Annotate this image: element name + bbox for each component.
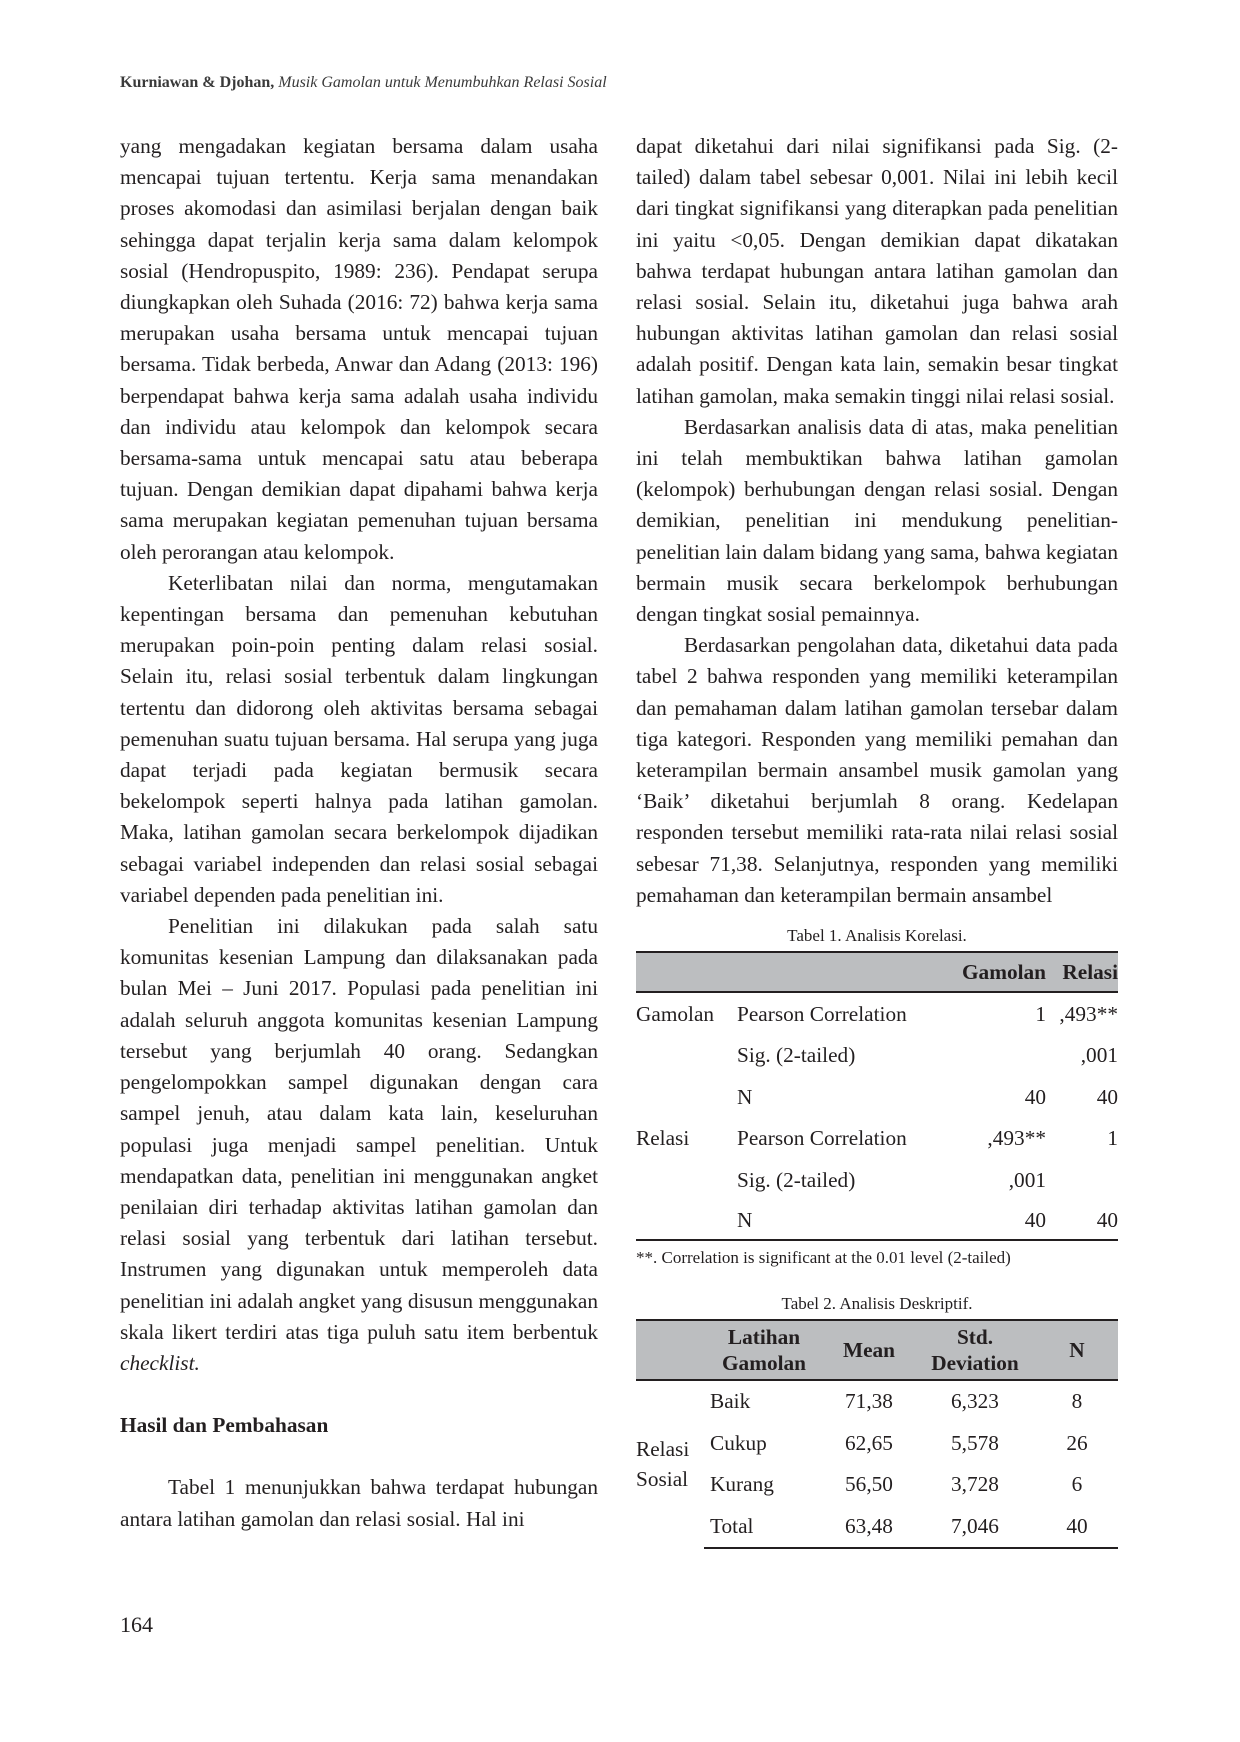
- table-cell: 26: [1066, 1430, 1088, 1455]
- header-line: Std.: [956, 1324, 994, 1349]
- table-cell: Sig. (2-tailed): [737, 1043, 856, 1068]
- table-cell: Total: [704, 1505, 824, 1548]
- table-cell: 40: [1024, 1084, 1046, 1109]
- running-head-title: Musik Gamolan untuk Menumbuhkan Relasi Sosial: [278, 74, 607, 91]
- table-cell: ,001: [1080, 1043, 1118, 1068]
- table-row: [636, 992, 1118, 1035]
- table-cell: [636, 1076, 737, 1118]
- table-header-cell: [636, 952, 737, 992]
- row-group-line: Relasi: [636, 1437, 690, 1462]
- table-cell: 40: [1046, 1201, 1118, 1240]
- table-cell: 5,578: [951, 1430, 999, 1455]
- table-row: [636, 1076, 1118, 1118]
- table-row: [636, 1118, 1118, 1160]
- table-cell: 1: [1035, 1001, 1046, 1026]
- left-column: [120, 131, 598, 1535]
- table-cell: 40: [944, 1201, 1046, 1240]
- running-head: [120, 74, 607, 92]
- table-row: [636, 1159, 1118, 1201]
- table-cell: 6,323: [951, 1389, 999, 1414]
- table-cell: [944, 1035, 1046, 1077]
- table2-caption: Tabel 2. Analisis Deskriptif.: [781, 1293, 973, 1313]
- table-cell: Pearson Correlation: [737, 1126, 907, 1151]
- table-cell: 3,728: [951, 1472, 999, 1497]
- table-cell: [636, 1159, 737, 1201]
- table-cell: 7,046: [914, 1505, 1036, 1548]
- table-header-cell: [704, 1320, 824, 1380]
- table-row: [636, 1201, 1118, 1240]
- table-cell: 6: [1071, 1472, 1083, 1497]
- row-group-label: [636, 1380, 704, 1548]
- table-cell: N: [737, 1201, 944, 1240]
- table-cell: [636, 1201, 737, 1240]
- header-line: Gamolan: [721, 1350, 806, 1375]
- paragraph: Berdasarkan analisis data di atas, maka penelitian ini telah membuktikan bahwa latihan gamolan (kelompok) berhubungan dengan relasi sosial. Dengan demikian, penelitian ini mendukung penelitian-penelitian lain dalam bidang yang sama, bahwa kegiatan bermain musik secara berkelompok berhubungan dengan tingkat sosial pemainnya.: [636, 414, 1118, 627]
- table-cell: Cukup: [710, 1430, 767, 1455]
- table-header-row: [636, 1320, 1118, 1380]
- table-cell: 8: [1071, 1389, 1083, 1414]
- running-head-authors: Kurniawan & Djohan,: [120, 74, 275, 91]
- table-cell: 56,50: [845, 1472, 893, 1497]
- table-cell: Sig. (2-tailed): [737, 1167, 856, 1192]
- table-row: [636, 1464, 1118, 1506]
- header-line: Deviation: [931, 1350, 1019, 1375]
- table-header-cell: N: [1036, 1320, 1118, 1380]
- table-header-cell: [914, 1320, 1036, 1380]
- table-header-cell: Gamolan: [944, 952, 1046, 992]
- table-cell: ,493**: [987, 1126, 1046, 1151]
- table-cell: ,493**: [1059, 1001, 1118, 1026]
- table-cell: 40: [1036, 1505, 1118, 1548]
- table1: [636, 951, 1118, 1269]
- table-header-cell: [737, 952, 944, 992]
- table-cell: Gamolan: [636, 1001, 715, 1026]
- table2: [636, 1319, 1118, 1549]
- table-cell: [1046, 1159, 1118, 1201]
- table1-footnote: **. Correlation is significant at the 0.01 level (2-tailed): [636, 1247, 1011, 1267]
- table-cell: 71,38: [845, 1389, 893, 1414]
- page-number: 164: [120, 1612, 153, 1637]
- table-cell: Relasi: [636, 1126, 690, 1151]
- right-column: [636, 131, 1118, 1549]
- table-cell: Kurang: [710, 1472, 774, 1497]
- paragraph-text: Penelitian ini dilakukan pada salah satu komunitas kesenian Lampung dan dilaksanakan pada bulan Mei – Juni 2017. Populasi pada penelitian ini adalah seluruh anggota komunitas kesenian Lampung tersebut yang berjumlah 40 orang. Sedangkan pengelompokkan sampel digunakan dengan cara sampel jenuh, atau dalam kata lain, keseluruhan populasi juga menjadi sampel penelitian. Untuk mendapatkan data, penelitian ini menggunakan angket penilaian diri terhadap aktivitas latihan gamolan dan relasi sosial yang terbentuk dari latihan tersebut. Instrumen yang digunakan untuk memperoleh data penelitian ini adalah angket yang disusun menggunakan skala likert terdiri atas tiga puluh satu item berbentuk: [120, 914, 598, 1344]
- table-header-cell: Mean: [824, 1320, 914, 1380]
- table-row: [636, 1035, 1118, 1077]
- table-cell: 40: [1096, 1084, 1118, 1109]
- table-cell: [636, 1035, 737, 1077]
- table-cell: Baik: [710, 1389, 751, 1414]
- table-header-cell: [636, 1320, 704, 1380]
- paragraph: [120, 911, 598, 1379]
- table-cell: 62,65: [845, 1430, 893, 1455]
- table-row: [636, 1380, 1118, 1423]
- table-cell: ,001: [1008, 1167, 1046, 1192]
- paragraph: Berdasarkan pengolahan data, diketahui data pada tabel 2 bahwa responden yang memiliki keterampilan dan pemahaman dalam latihan gamolan tersebar dalam tiga kategori. Responden yang memiliki pemahan dan keterampilan bermain ansambel musik gamolan yang ‘Baik’ diketahui berjumlah 8 orang. Kedelapan responden tersebut memiliki rata-rata nilai relasi sosial sebesar 71,38. Selanjutnya, responden yang memiliki pemahaman dan keterampilan bermain ansambel: [636, 633, 1118, 907]
- table-row: [636, 1422, 1118, 1464]
- table-header-cell: Relasi: [1046, 952, 1118, 992]
- italic-term: checklist.: [120, 1350, 200, 1375]
- table-header-row: [636, 952, 1118, 992]
- table-cell: N: [737, 1084, 753, 1109]
- row-group-line: Sosial: [636, 1467, 689, 1492]
- header-line: Latihan: [727, 1324, 801, 1349]
- table-cell: Pearson Correlation: [737, 1001, 907, 1026]
- table-row: [636, 1505, 1118, 1548]
- paragraph: Keterlibatan nilai dan norma, mengutamakan kepentingan bersama dan pemenuhan kebutuhan merupakan poin-poin penting dalam relasi sosial. Selain itu, relasi sosial terbentuk dalam lingkungan tertentu dan didorong oleh aktivitas bersama sebagai pemenuhan suatu tujuan bersama. Hal serupa yang juga dapat terjadi pada kegiatan bermusik secara bekelompok seperti halnya pada latihan gamolan. Maka, latihan gamolan secara berkelompok dijadikan sebagai variabel independen dan relasi sosial sebagai variabel dependen pada penelitian ini.: [120, 570, 598, 907]
- table-cell: 63,48: [824, 1505, 914, 1548]
- table1-caption: Tabel 1. Analisis Korelasi.: [787, 926, 967, 946]
- paragraph: Tabel 1 menunjukkan bahwa terdapat hubungan antara latihan gamolan dan relasi sosial. Hal ini: [120, 1475, 598, 1531]
- paragraph: dapat diketahui dari nilai signifikansi pada Sig. (2-tailed) dalam tabel sebesar 0,001. Nilai ini lebih kecil dari tingkat signifikansi yang diterapkan pada penelitian ini yaitu <0,05. Dengan demikian dapat dikatakan bahwa terdapat hubungan antara latihan gamolan dan relasi sosial. Selain itu, diketahui juga bahwa arah hubungan aktivitas latihan gamolan dan relasi sosial adalah positif. Dengan kata lain, semakin besar tingkat latihan gamolan, maka semakin tinggi nilai relasi sosial.: [636, 134, 1118, 408]
- table-cell: 1: [1107, 1126, 1118, 1151]
- paragraph: yang mengadakan kegiatan bersama dalam usaha mencapai tujuan tertentu. Kerja sama menandakan proses akomodasi dan asimilasi berjalan dengan baik sehingga dapat terjalin kerja sama dalam kelompok sosial (Hendropuspito, 1989: 236). Pendapat serupa diungkapkan oleh Suhada (2016: 72) bahwa kerja sama merupakan usaha bersama untuk mencapai tujuan bersama. Tidak berbeda, Anwar dan Adang (2013: 196) berpendapat bahwa kerja sama adalah usaha individu dan individu atau kelompok dan kelompok secara bersama-sama untuk mencapai satu atau beberapa tujuan. Dengan demikian dapat dipahami bahwa kerja sama merupakan kegiatan pemenuhan tujuan bersama oleh perorangan atau kelompok.: [120, 134, 598, 564]
- section-heading: Hasil dan Pembahasan: [120, 1413, 329, 1438]
